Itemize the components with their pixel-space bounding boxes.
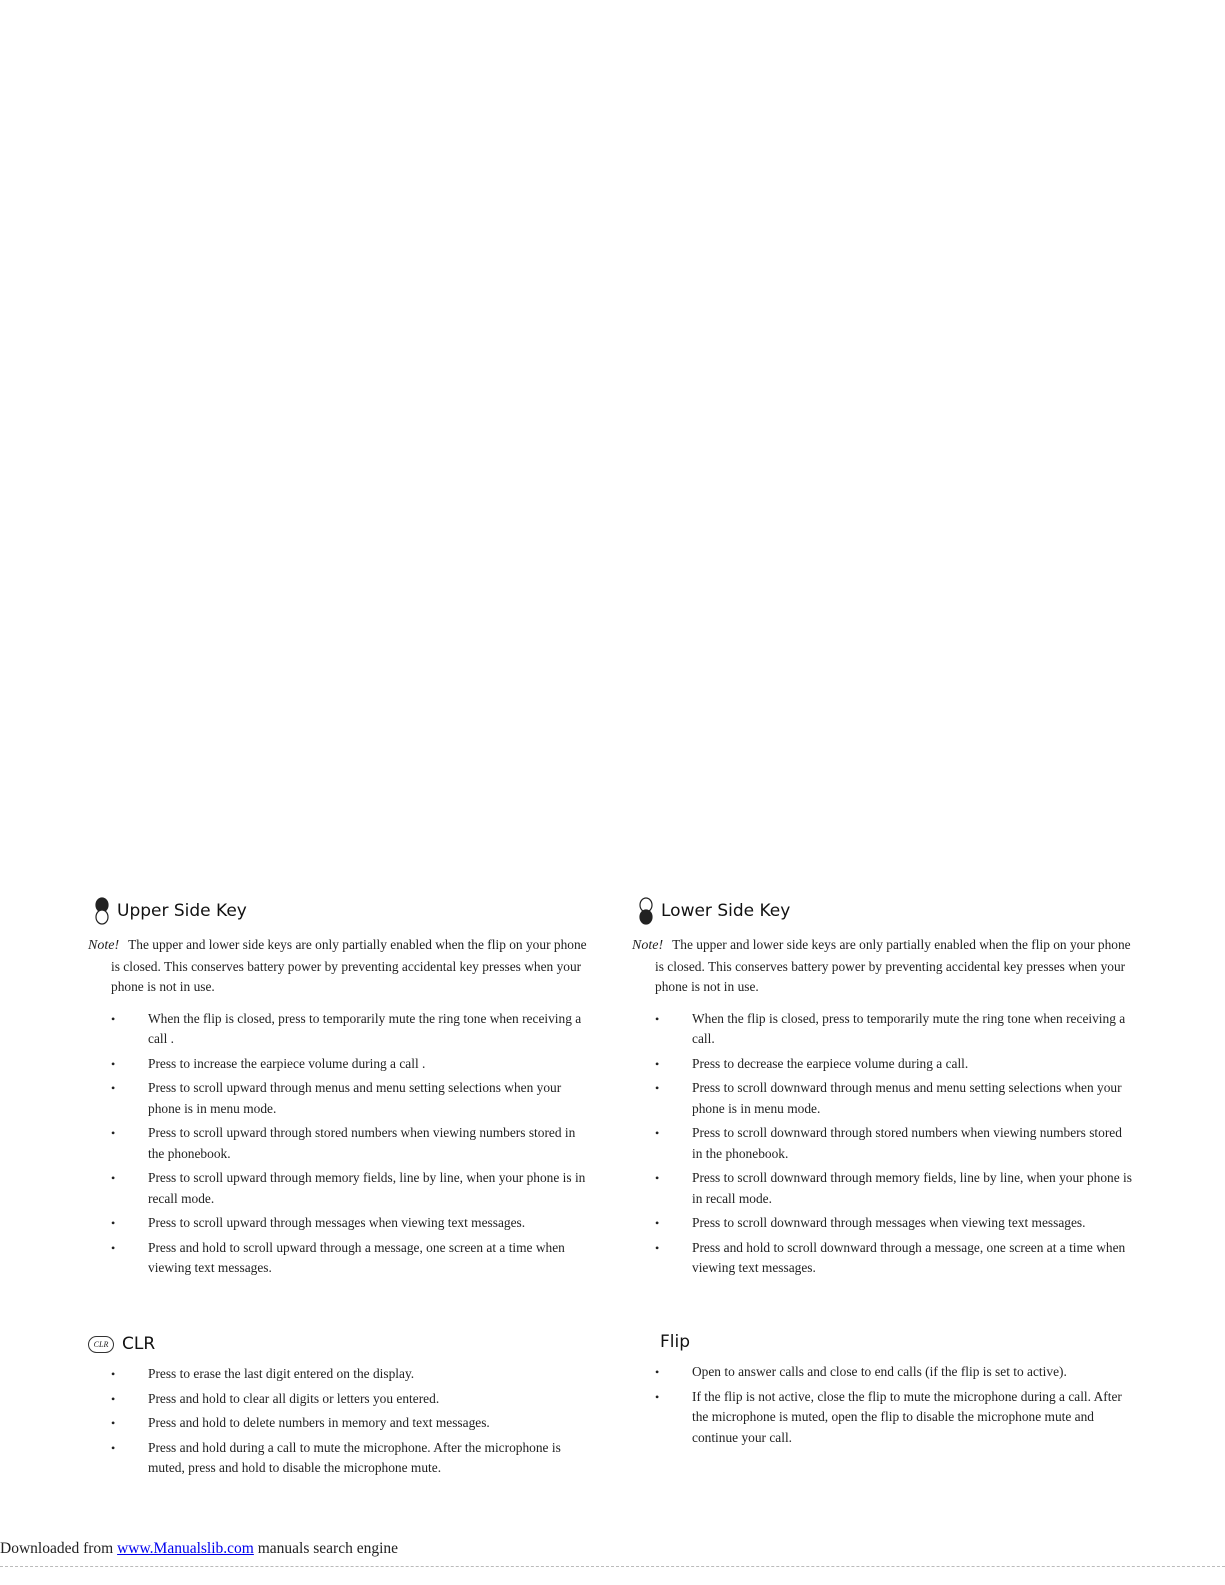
list-item: • Press and hold to clear all digits or letters you entered. <box>88 1389 588 1410</box>
list-item: • Press and hold to scroll downward through a message, one screen at a time when viewing text messages. <box>632 1238 1132 1279</box>
upper-side-key-title: Upper Side Key <box>117 901 247 921</box>
footer-prefix: Downloaded from <box>0 1540 118 1557</box>
list-item: • When the flip is closed, press to temporarily mute the ring tone when receiving a call. <box>632 1009 1132 1050</box>
list-item: • Press to scroll downward through menus and menu setting selections when your phone is in menu mode. <box>632 1078 1132 1119</box>
clr-heading <box>88 1328 588 1360</box>
list-item: • Press to increase the earpiece volume during a call . <box>88 1054 588 1075</box>
clr-title: CLR <box>122 1334 156 1354</box>
list-item: • Press and hold during a call to mute the microphone. After the microphone is muted, press and hold to disable the microphone mute. <box>88 1438 588 1479</box>
list-item: • Press to scroll upward through stored numbers when viewing numbers stored in the phonebook. <box>88 1123 588 1164</box>
note-text: The upper and lower side keys are only partially enabled when the flip on your phone is closed. This conserves battery power by preventing accidental key presses when your phone is not in use. <box>655 937 1131 994</box>
footer-divider <box>0 1566 1225 1567</box>
list-item: • If the flip is not active, close the flip to mute the microphone during a call. After the microphone is muted, open the flip to disable the microphone mute and continue your call. <box>632 1387 1132 1449</box>
upper-side-key-list <box>88 1009 588 1279</box>
list-item: • Open to answer calls and close to end calls (if the flip is set to active). <box>632 1362 1132 1383</box>
lower-side-key-heading <box>632 895 1132 927</box>
upper-side-key-section <box>88 895 588 1283</box>
note-label: Note! <box>632 938 664 953</box>
list-item: • Press and hold to scroll upward through a message, one screen at a time when viewing text messages. <box>88 1238 588 1279</box>
list-item: • Press to scroll downward through messages when viewing text messages. <box>632 1213 1132 1234</box>
list-item: • Press and hold to delete numbers in memory and text messages. <box>88 1413 588 1434</box>
list-item: • Press to decrease the earpiece volume during a call. <box>632 1054 1132 1075</box>
upper-side-key-note <box>88 935 588 998</box>
upper-side-key-heading <box>88 895 588 927</box>
lower-side-key-icon <box>639 897 653 925</box>
list-item: • Press to scroll downward through memory fields, line by line, when your phone is in recall mode. <box>632 1168 1132 1209</box>
note-label: Note! <box>88 938 120 953</box>
download-footer <box>0 1540 398 1558</box>
list-item: • When the flip is closed, press to temporarily mute the ring tone when receiving a call . <box>88 1009 588 1050</box>
flip-section <box>632 1326 1132 1452</box>
lower-side-key-section <box>632 895 1132 1283</box>
list-item: • Press to scroll upward through memory fields, line by line, when your phone is in recall mode. <box>88 1168 588 1209</box>
clr-list <box>88 1364 588 1479</box>
list-item: • Press to scroll downward through stored numbers when viewing numbers stored in the phonebook. <box>632 1123 1132 1164</box>
flip-heading <box>632 1326 1132 1358</box>
list-item: • Press to scroll upward through messages when viewing text messages. <box>88 1213 588 1234</box>
lower-side-key-note <box>632 935 1132 998</box>
list-item: • Press to erase the last digit entered on the display. <box>88 1364 588 1385</box>
upper-side-key-icon <box>95 897 109 925</box>
lower-side-key-list <box>632 1009 1132 1279</box>
list-item: • Press to scroll upward through menus and menu setting selections when your phone is in menu mode. <box>88 1078 588 1119</box>
footer-suffix: manuals search engine <box>253 1540 399 1557</box>
flip-title: Flip <box>660 1332 691 1352</box>
note-text: The upper and lower side keys are only partially enabled when the flip on your phone is closed. This conserves battery power by preventing accidental key presses when your phone is not in use. <box>111 937 587 994</box>
clr-section <box>88 1328 588 1483</box>
clr-key-icon: CLR <box>88 1336 114 1353</box>
flip-list <box>632 1362 1132 1448</box>
lower-side-key-title: Lower Side Key <box>661 901 791 921</box>
manualslib-link[interactable]: www.Manualslib.com <box>117 1540 254 1557</box>
